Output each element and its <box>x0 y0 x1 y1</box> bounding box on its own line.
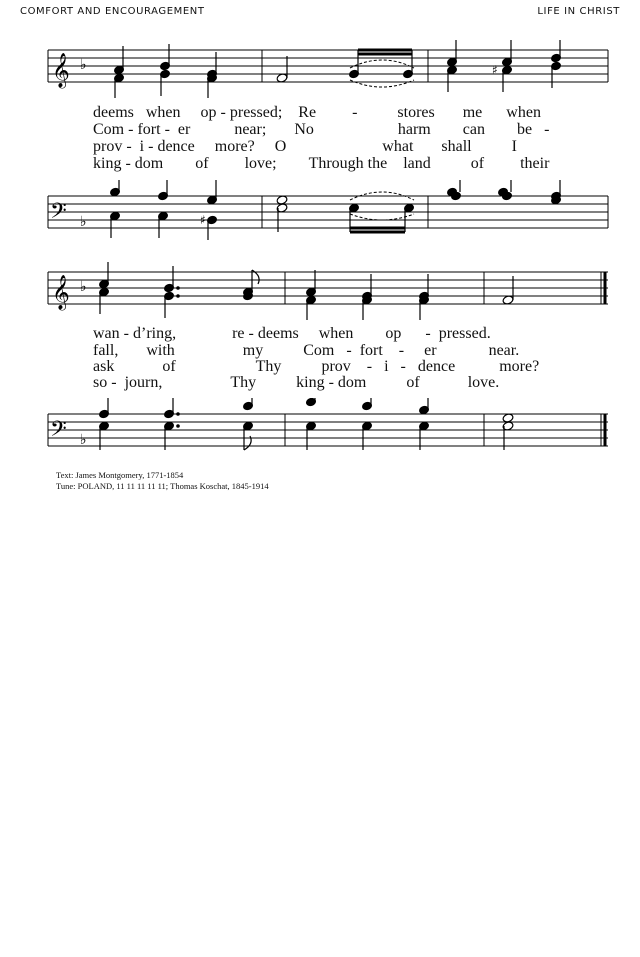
s1-lyric-line-4: king - dom of love; Through the land of their <box>93 155 550 172</box>
s1-lyric-line-3: prov - i - dence more? O what shall I <box>93 138 517 155</box>
flat-icon: ♭ <box>80 432 87 448</box>
bass-clef-icon: 𝄢 <box>50 417 67 447</box>
s2-lyric-line-3: ask of Thy prov - i - dence more? <box>93 358 540 375</box>
text-credit: Text: James Montgomery, 1771-1854 <box>56 470 184 480</box>
s1-lyric-line-1: deems when op - pressed; Re - stores me when <box>93 104 541 121</box>
svg-text:𝄞: 𝄞 <box>52 53 70 88</box>
part-title: LIFE IN CHRIST <box>537 6 620 17</box>
svg-text:♯: ♯ <box>200 213 206 227</box>
bass-clef-icon: 𝄢 <box>50 199 67 229</box>
treble-clef-icon <box>52 53 70 89</box>
section-title: COMFORT AND ENCOURAGEMENT <box>20 6 205 17</box>
flat-icon: ♭ <box>80 214 87 230</box>
treble-clef-icon: 𝄞 <box>52 275 70 310</box>
flat-icon: ♭ <box>80 57 87 73</box>
s1-lyric-line-2: Com - fort - er near; No harm can be - <box>93 121 550 138</box>
system2-bass-staff <box>0 398 640 458</box>
s2-lyric-line-2: fall, with my Com - fort - er near. <box>93 342 520 359</box>
s2-lyric-line-1: wan - d’ring, re - deems when op - pressed. <box>93 325 491 342</box>
svg-text:♯: ♯ <box>492 63 498 77</box>
system1-treble-staff <box>0 40 640 100</box>
system2-treble-staff <box>0 262 640 322</box>
system1-bass-staff <box>0 180 640 240</box>
s2-lyric-line-4: so - journ, Thy king - dom of love. <box>93 374 500 391</box>
tune-credit: Tune: POLAND, 11 11 11 11 11; Thomas Koschat, 1845-1914 <box>56 481 269 491</box>
flat-icon: ♭ <box>80 279 87 295</box>
